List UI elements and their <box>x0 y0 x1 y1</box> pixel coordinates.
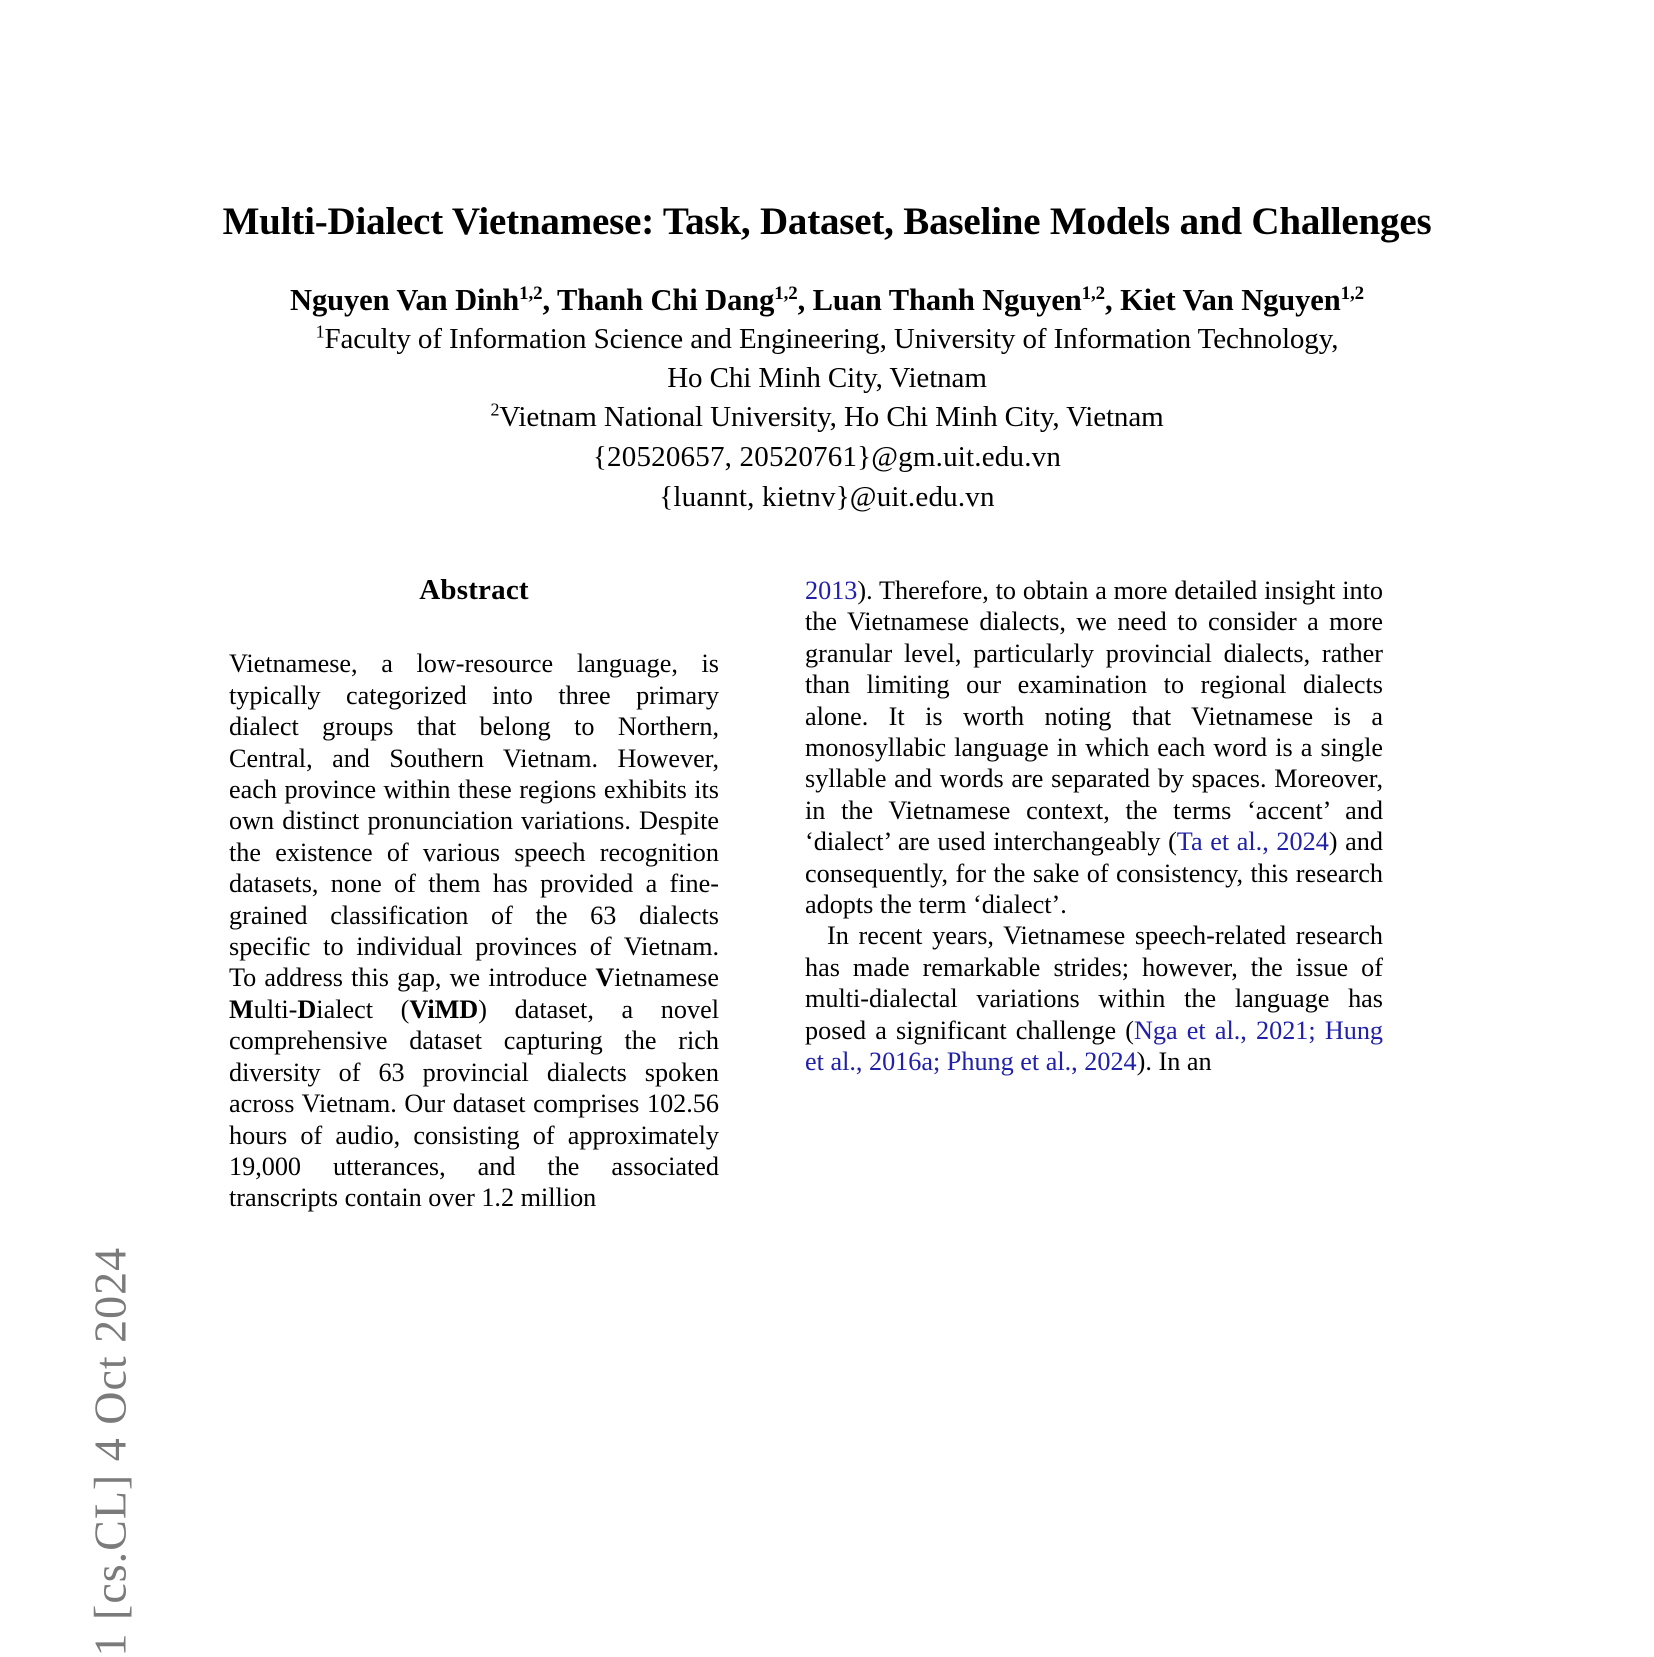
author-list: Nguyen Van Dinh$^{1,2}$, Thanh Chi Dang$^{1,2}$, Luan Thanh Nguyen$^{1,2}$, Kiet Van Nguyen$^{1,2}$ <box>290 282 1364 317</box>
intro-p1-text-a: ). Therefore, to obtain a more detailed insight into the Vietnamese dialects, we need to consider a more granular level, particularly provincial dialects, rather than limiting our examination to regional dialects alone. It is worth noting that Vietnamese is a monosyllabic language in which each word is a single syllable and words are separated by spaces. Moreover, in the Vietnamese context, the terms ‘accent’ and ‘dialect’ are used interchangeably ( <box>805 576 1383 857</box>
affiliation-1-line-1 <box>137 320 1517 355</box>
intro-p1-text-b: ) and consequently, for the sake of consistency, this research adopts the term ‘dialect’. <box>805 827 1383 920</box>
page-title: Multi-Dialect Vietnamese: Task, Dataset, Baseline Models and Challenges <box>222 200 1432 243</box>
abstract-text-post: ) dataset, a novel comprehensive dataset capturing the rich diversity of 63 provincial dialects spoken across Vietnam. Our dataset comprises 102.56 hours of audio, consisting of approximately 19,000 utterances, and the associated transcripts contain over 1.2 million <box>229 994 719 1213</box>
author-affil-mark-1: 1,2 <box>519 282 543 304</box>
intro-paragraph-2 <box>805 920 1383 1077</box>
abstract-heading: Abstract <box>419 574 529 606</box>
intro-p2-text-a: In recent years, Vietnamese speech-related research has made remarkable strides; however, the issue of multi-dialectal variations within the language has posed a significant challenge ( <box>805 921 1383 1045</box>
intro-paragraph-1 <box>805 575 1383 920</box>
author-affil-mark-3: 1,2 <box>1081 282 1105 304</box>
affiliation-2-mark: 2 <box>490 398 500 419</box>
citation-link-2013[interactable]: 2013 <box>805 576 858 605</box>
abstract-column <box>229 575 719 1214</box>
abstract-bold-m: M <box>229 994 254 1024</box>
citation-link-nga[interactable]: Nga et al., <box>1133 1015 1247 1045</box>
author-affil-mark-2: 1,2 <box>774 282 798 304</box>
email-line-1: {20520657, 20520761}@gm.uit.edu.vn <box>592 440 1062 473</box>
abstract-text-mid2: ulti- <box>253 994 298 1024</box>
author-name-4: Kiet Van Nguyen <box>1120 283 1341 317</box>
author-block <box>137 282 1517 513</box>
introduction-column <box>805 575 1383 1078</box>
arxiv-stamp-text: 1 [cs.CL] 4 Oct 2024 <box>84 1246 136 1657</box>
abstract-text-mid3: ialect ( <box>316 994 410 1024</box>
intro-p2-text-b: ). In an <box>1136 1047 1212 1077</box>
citation-link-rest[interactable]: 2021; Hung et al., 2016a; Phung et al., 2024 <box>805 1015 1384 1077</box>
abstract-bold-d: D <box>297 994 317 1024</box>
author-name-3: Luan Thanh Nguyen <box>812 283 1082 317</box>
citation-link-ta-2024[interactable]: Ta et al., 2024 <box>1176 827 1329 857</box>
affiliation-1-text: Faculty of Information Science and Engineering, University of Information Technology, <box>324 322 1339 355</box>
author-name-1: Nguyen Van Dinh <box>290 283 520 317</box>
affiliation-1-mark: 1 <box>315 320 325 341</box>
email-line-2: {luannt, kietnv}@uit.edu.vn <box>659 480 995 513</box>
abstract-body <box>229 648 719 1213</box>
author-name-2: Thanh Chi Dang <box>556 283 775 317</box>
affiliation-2-text: Vietnam National University, Ho Chi Minh City, Vietnam <box>499 400 1164 433</box>
affiliation-2-line-1 <box>137 398 1517 433</box>
affiliation-1-line-2: Ho Chi Minh City, Vietnam <box>667 361 987 394</box>
abstract-text-pre: Vietnamese, a low-resource language, is typically categorized into three primary dialect groups that belong to Northern, Central, and Southern Vietnam. However, each province within these regions exhibits its own distinct pronunciation variations. Despite the existence of various speech recognition datasets, none of them has provided a fine-grained classification of the 63 dialects specific to individual provinces of Vietnam. To address this gap, we introduce <box>229 649 719 993</box>
abstract-bold-v: V <box>595 963 615 993</box>
author-affil-mark-4: 1,2 <box>1340 282 1364 304</box>
abstract-bold-vimd: ViMD <box>409 994 479 1024</box>
abstract-text-mid1: ietnamese <box>614 963 719 993</box>
